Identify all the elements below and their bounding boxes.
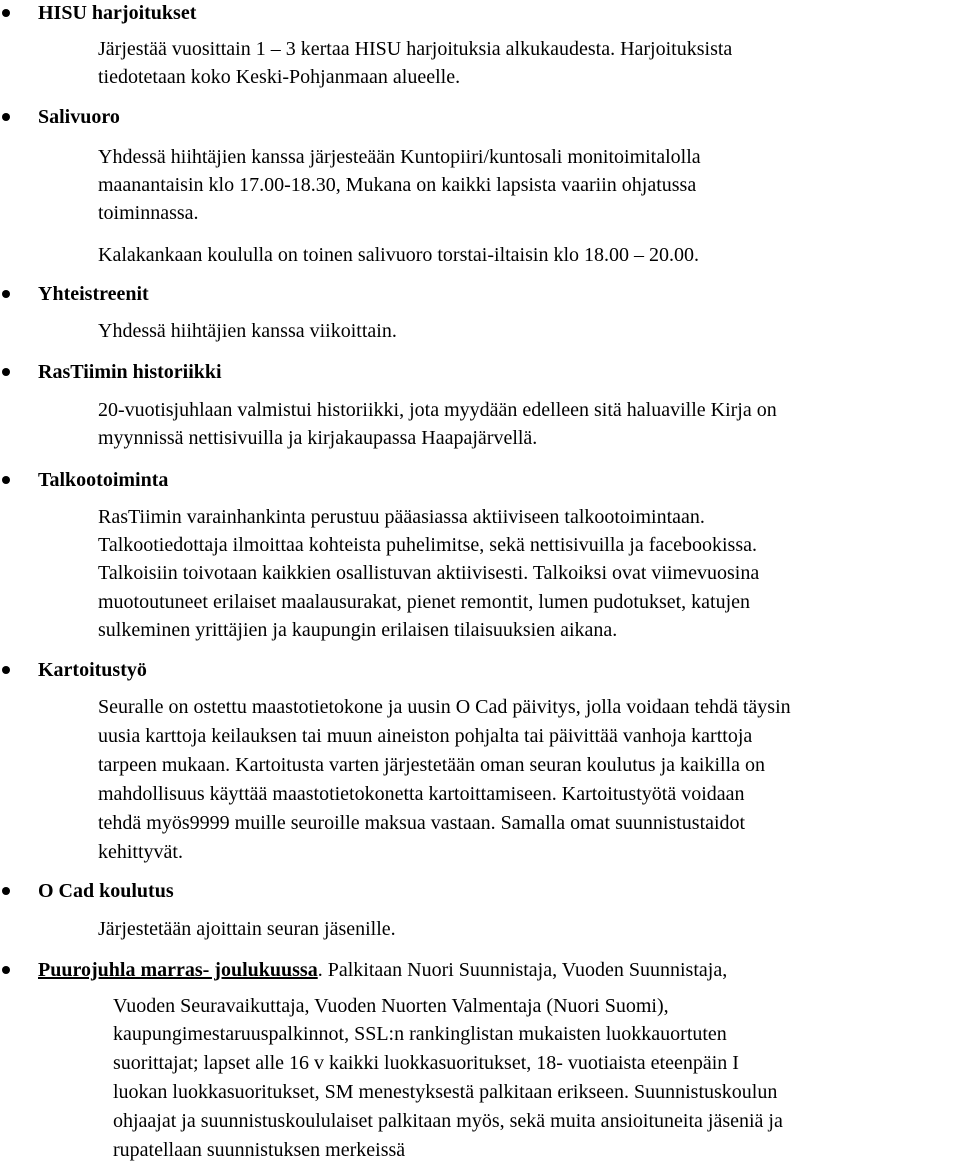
section-text-line: kehittyvät.: [98, 841, 183, 863]
section-text-line: 20-vuotisjuhlaan valmistui historiikki, jota myydään edelleen sitä haluaville Kirja on: [98, 399, 777, 421]
section-text-line: tiedotetaan koko Keski-Pohjanmaan alueelle.: [98, 66, 461, 88]
puurojuhla-intro: . Palkitaan Nuori Suunnistaja, Vuoden Suunnistaja,: [317, 959, 728, 981]
section-heading-salivuoro: Salivuoro: [38, 106, 120, 128]
section-text-line: tehdä myös9999 muille seuroille maksua vastaan. Samalla omat suunnistustaidot: [98, 812, 746, 834]
section-text-line: Järjestetään ajoittain seuran jäsenille.: [98, 918, 396, 940]
section-text-line: ohjaajat ja suunnistuskoululaiset palkitaan myös, sekä muita ansioituneita jäseniä ja: [113, 1110, 783, 1132]
section-text-line: Kalakankaan koululla on toinen salivuoro torstai-iltaisin klo 18.00 – 20.00.: [98, 244, 700, 266]
bullet-icon: [2, 9, 10, 17]
section-text-line: Seuralle on ostettu maastotietokone ja uusin O Cad päivitys, jolla voidaan tehdä täysin: [98, 696, 791, 718]
bullet-icon: [2, 887, 10, 895]
section-text-line: Järjestää vuosittain 1 – 3 kertaa HISU harjoituksia alkukaudesta. Harjoituksista: [98, 38, 733, 60]
bullet-icon: [2, 666, 10, 674]
section-text-line: sulkeminen yrittäjien ja kaupungin erilaisen tilaisuuksien aikana.: [98, 619, 618, 641]
section-text-line: suorittajat; lapset alle 16 v kaikki luokkasuoritukset, 18- vuotiaista eteenpäin I: [113, 1052, 739, 1074]
section-heading-talkootoiminta: Talkootoiminta: [38, 469, 169, 491]
section-text-line: luokan luokkasuoritukset, SM menestyksestä palkitaan erikseen. Suunnistuskoulun: [113, 1081, 778, 1103]
bullet-icon: [2, 966, 10, 974]
section-heading-yhteistreenit: Yhteistreenit: [38, 283, 149, 305]
section-text-line: toiminnassa.: [98, 202, 199, 224]
section-text-line: muotoutuneet erilaiset maalausurakat, pienet remontit, lumen pudotukset, katujen: [98, 591, 751, 613]
bullet-icon: [2, 290, 10, 298]
bullet-icon: [2, 368, 10, 376]
section-text-line: maanantaisin klo 17.00-18.30, Mukana on kaikki lapsista vaariin ohjatussa: [98, 174, 697, 196]
section-heading-hisu: HISU harjoitukset: [38, 2, 197, 24]
section-text-line: kaupungimestaruuspalkinnot, SSL:n rankinglistan mukaisten luokkauortuten: [113, 1023, 727, 1045]
section-heading-historiikki: RasTiimin historiikki: [38, 361, 222, 383]
bullet-icon: [2, 476, 10, 484]
section-text-line: tarpeen mukaan. Kartoitusta varten järjestetään oman seuran koulutus ja kaikilla on: [98, 754, 765, 776]
puurojuhla-title: Puurojuhla marras- joulukuussa: [38, 959, 318, 981]
section-heading-kartoitustyo: Kartoitustyö: [38, 659, 147, 681]
section-text-line: Yhdessä hiihtäjien kanssa viikoittain.: [98, 320, 397, 342]
section-text-line: Vuoden Seuravaikuttaja, Vuoden Nuorten Valmentaja (Nuori Suomi),: [113, 995, 669, 1017]
section-text-line: myynnissä nettisivuilla ja kirjakaupassa Haapajärvellä.: [98, 427, 538, 449]
bullet-icon: [2, 113, 10, 121]
section-text-line: Yhdessä hiihtäjien kanssa järjesteään Kuntopiiri/kuntosali monitoimitalolla: [98, 146, 701, 168]
section-text-line: uusia karttoja keilauksen tai muun aineiston pohjalta tai päivittää vanhoja karttoja: [98, 725, 753, 747]
section-text-line: RasTiimin varainhankinta perustuu pääasiassa aktiiviseen talkootoimintaan.: [98, 506, 705, 528]
section-text-line: Talkoisiin toivotaan kaikkien osallistuvan aktiivisesti. Talkoiksi ovat viimevuosina: [98, 562, 760, 584]
section-text-line: mahdollisuus käyttää maastotietokonetta kartoittamiseen. Kartoitustyötä voidaan: [98, 783, 745, 805]
section-heading-ocad: O Cad koulutus: [38, 880, 174, 902]
section-heading-puurojuhla: [38, 958, 727, 982]
section-text-line: rupatellaan suunnistuksen merkeissä: [113, 1139, 406, 1161]
section-text-line: Talkootiedottaja ilmoittaa kohteista puhelimitse, sekä nettisivuilla ja facebookissa.: [98, 534, 757, 556]
